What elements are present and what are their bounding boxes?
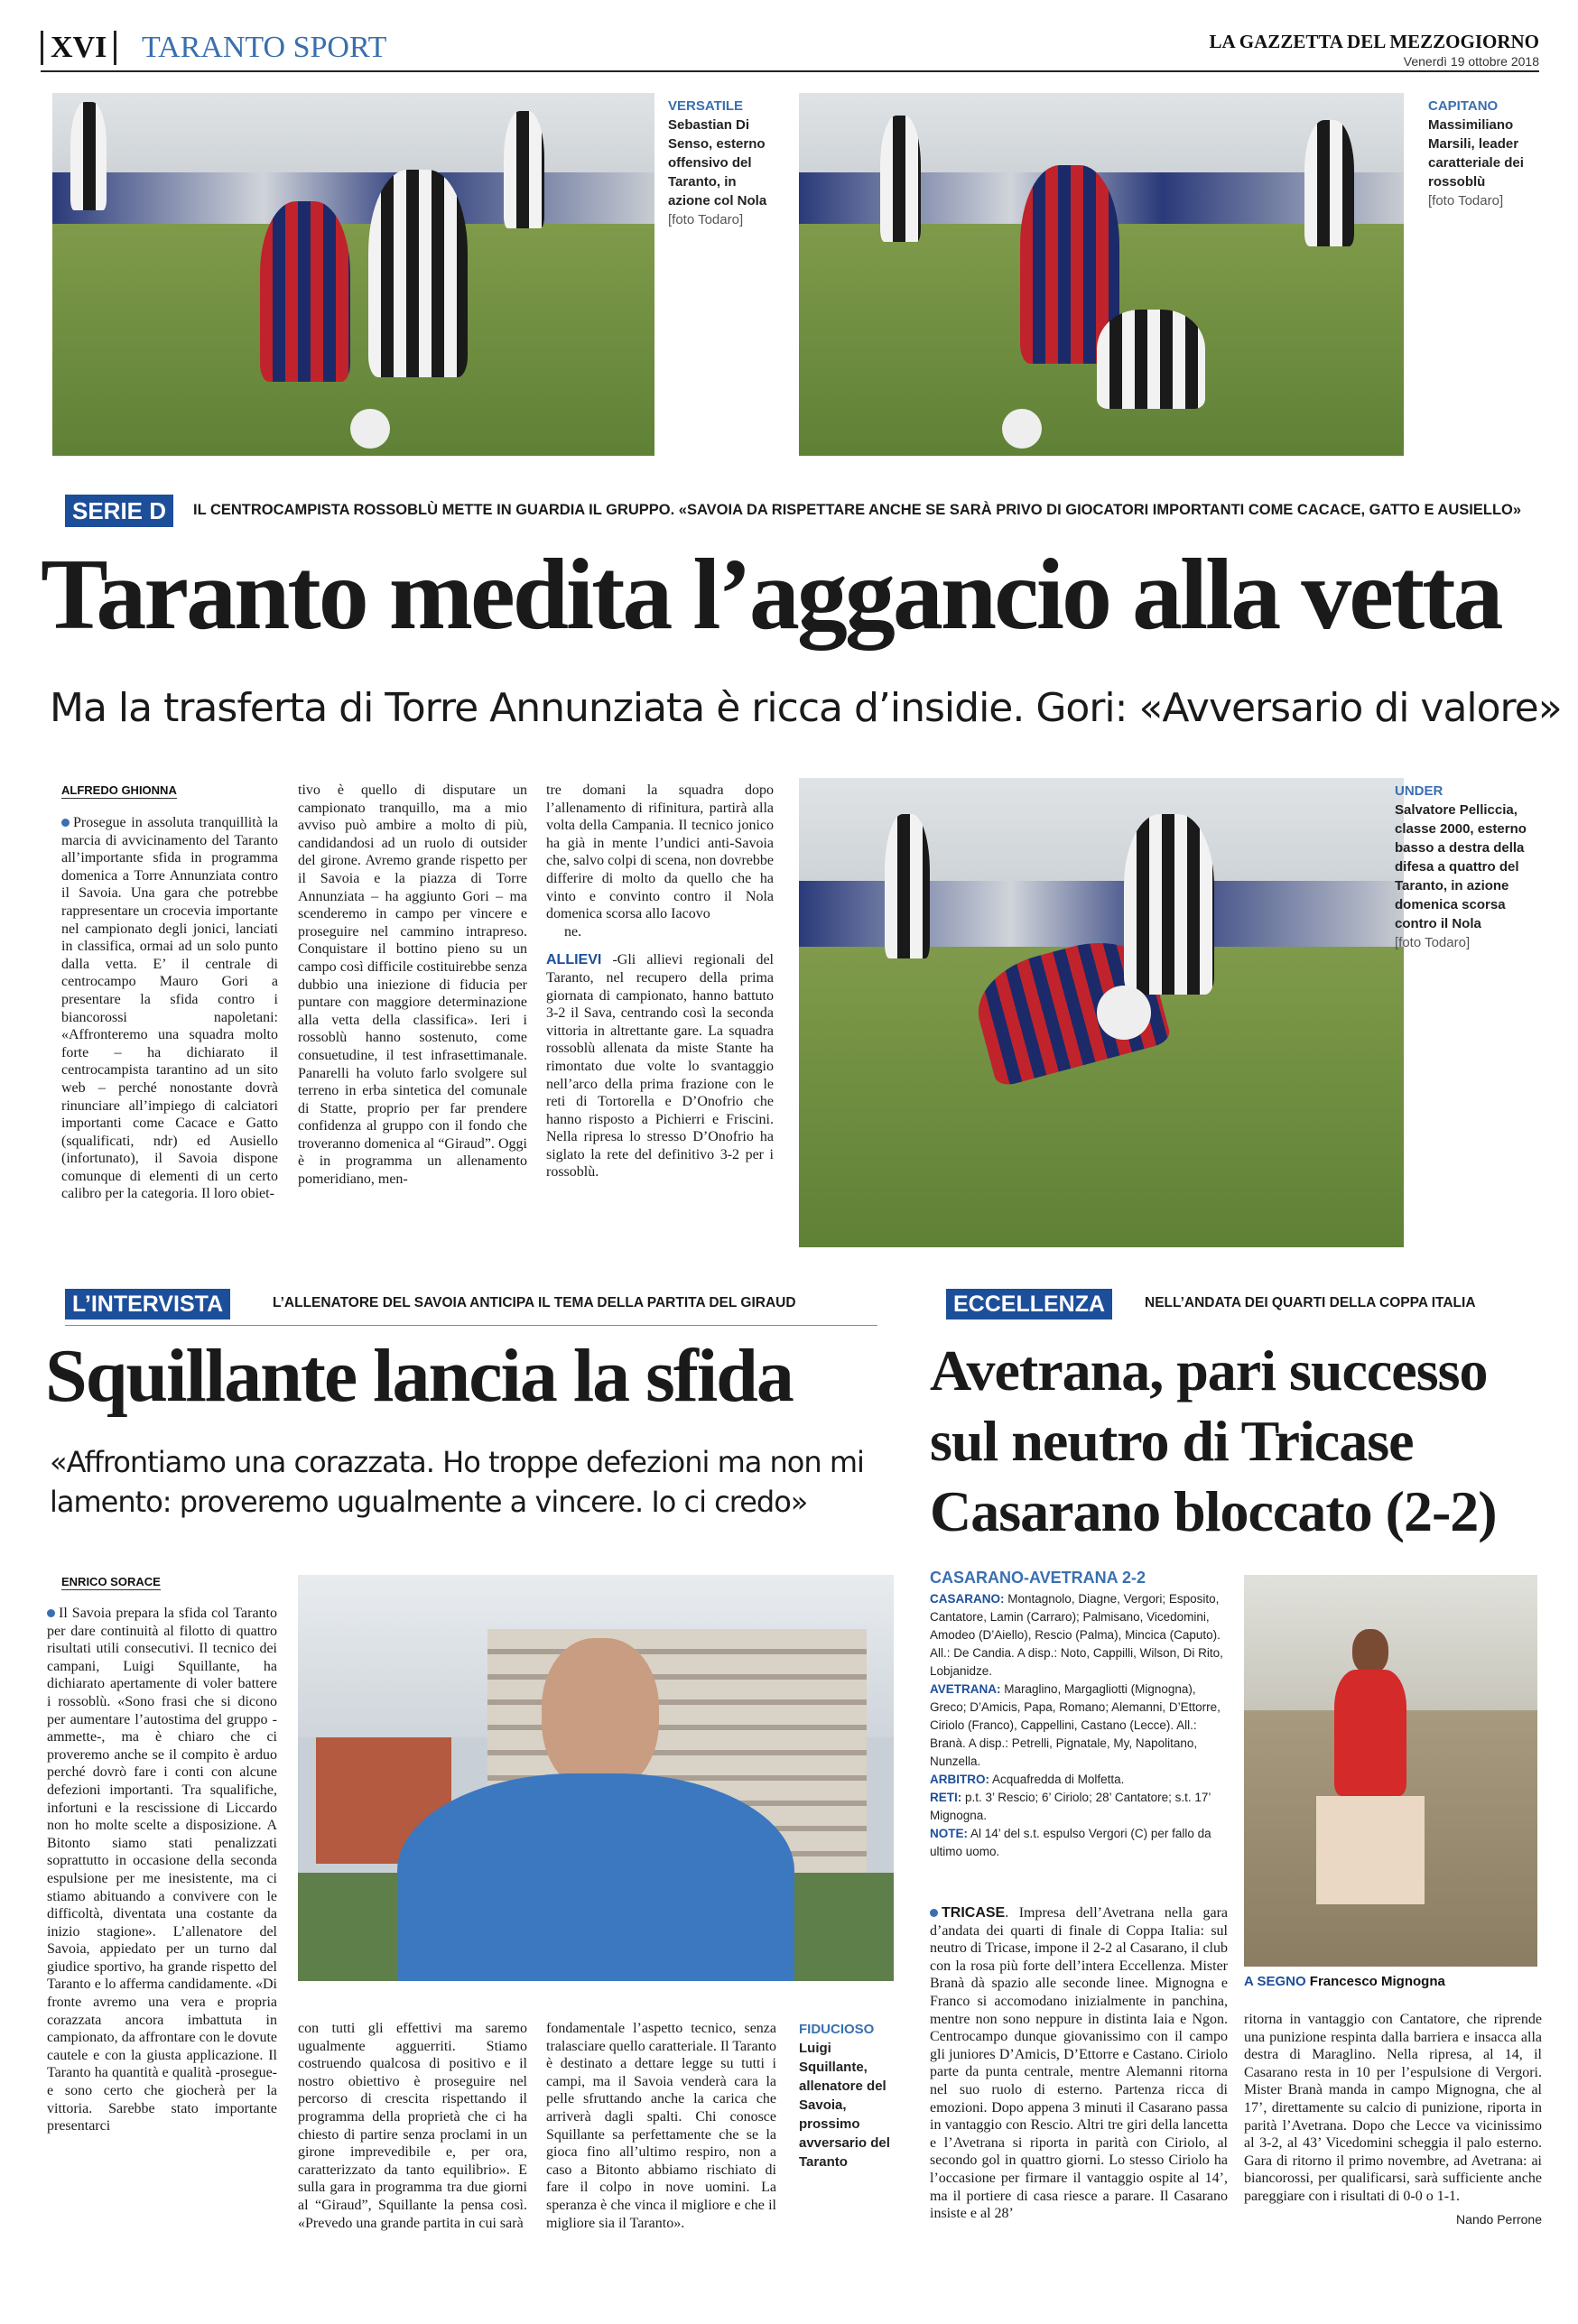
box-label: RETI:	[930, 1791, 962, 1804]
bullet-icon	[47, 1609, 55, 1617]
section-tag: ECCELLENZA	[946, 1289, 1112, 1319]
box-label: ARBITRO:	[930, 1773, 989, 1786]
photo-credit: [foto Todaro]	[1428, 193, 1504, 208]
article-col-1	[47, 1605, 277, 2135]
box-text: Maraglino, Margagliotti (Mignogna), Greco; D’Amicis, Papa, Romano; Alemanni, D’Ettorre, Ciriolo (Franco), Cappellini, Castano (Lecce). All.: Branà. A disp.: Petrelli, Pignatale, My, Napolitano, Nunzella.	[930, 1682, 1221, 1768]
box-entry	[930, 1590, 1228, 1681]
section-tag: L’INTERVISTA	[65, 1289, 230, 1319]
box-text: p.t. 3’ Rescio; 6’ Ciriolo; 28’ Cantatore; s.t. 17’ Mignogna.	[930, 1791, 1211, 1822]
newspaper-name: LA GAZZETTA DEL MEZZOGIORNO	[1209, 31, 1539, 52]
eccellenza-header	[946, 1289, 1542, 1325]
box-entry	[930, 1771, 1228, 1789]
headline-line: sul neutro di Tricase	[930, 1409, 1414, 1473]
box-text: Montagnolo, Diagne, Vergori; Esposito, Cantatore, Lamin (Carraro); Palmisano, Vicedomini, Amodeo (D’Aiello), Rescio (Palma), Mincica (Caputo). All.: De Candia. A disp.: Noto, Cappilli, Wilson, Di Rito, Lobjanidze.	[930, 1592, 1223, 1678]
match-box	[930, 1569, 1228, 1861]
body-text: -Gli allievi regionali del Taranto, nel recupero della prima giornata di campionato, hanno battuto 3-2 il Sava, centrando così la seconda vittoria in altrettante gare. La squadra rossoblù allenata da miste Stante ha rimontato due volte lo svantaggio nell’arco della prima frazione con le reti di Tortorella e D’Onofrio che hanno risposto a Pichierri e Friscini. Nella ripresa lo stresso D’Onofrio ha siglato la rete del definitivo 3-2 per i rossoblù.	[546, 952, 775, 1181]
page-number: XVI	[41, 31, 116, 65]
caption-kicker: CAPITANO	[1428, 98, 1499, 114]
article-kicker: NELL’ANDATA DEI QUARTI DELLA COPPA ITALIA	[1145, 1295, 1476, 1310]
box-entry	[930, 1789, 1228, 1825]
caption-text: Massimiliano Marsili, leader caratteriale dei rossoblù	[1428, 117, 1524, 190]
subheadline: «Affrontiamo una corazzata. Ho troppe defezioni ma non mi lamento: proveremo ugualmente a vincere. Io ci credo»	[50, 1445, 864, 1519]
caption-a-segno	[1244, 1974, 1542, 1989]
article-kicker: L’ALLENATORE DEL SAVOIA ANTICIPA IL TEMA DELLA PARTITA DEL GIRAUD	[273, 1295, 796, 1310]
body-text: tre domani la squadra dopo l’allenamento di rifinitura, partirà alla volta della Campania. Il tecnico jonico ha già in mente l’undici anti-Savoia che, salvo colpi di scena, non dovrebbe differire di molto da quello che ha vinto e convinto contro il Nola domenica scorsa allo Iacovo	[546, 782, 774, 922]
article-col-1	[61, 814, 278, 1203]
photo-marsili	[799, 93, 1404, 456]
headline: Taranto medita l’aggancio alla vetta	[41, 539, 1501, 651]
interview-header	[65, 1289, 877, 1326]
headline-line: Avetrana, pari successo	[930, 1338, 1488, 1403]
box-entry	[930, 1825, 1228, 1861]
body-text: tivo è quello di disputare un campionato tranquillo, ma a mio avviso può ambire a molto di più, candidandosi ad un ruolo di outsider del girone. Avremo grande rispetto per il Savoia e la piazza di Torre Annunziata – ha aggiunto Gori – ma scenderemo in campo per vincere e proseguire nel cammino intrapreso. Conquistare il bottino pieno su un campo così difficile costituirebbe senza dubbio una iniezione di fiducia per puntare con maggiore determinazione alla vetta della classifica». Ieri i rossoblù hanno sostenuto, come consuetudine, il test infrasettimanale. Panarelli ha voluto farlo svolgere sul terreno in erba sintetica del comunale di Statte, proprio per far prendere confidenza al gruppo con il fondo che troveranno domenica al “Giraud”. Oggi è in programma un allenamento pomeridiano, men-	[298, 782, 527, 1188]
masthead	[41, 27, 1539, 72]
allievi-label: ALLIEVI	[546, 952, 602, 968]
caption-kicker: VERSATILE	[668, 98, 744, 114]
signature: Nando Perrone	[1456, 2211, 1542, 2227]
caption-text: Sebastian Di Senso, esterno offensivo del Taranto, in azione col Nola	[668, 117, 767, 208]
box-label: CASARANO:	[930, 1592, 1005, 1606]
caption-kicker: A SEGNO	[1244, 1974, 1306, 1989]
caption-text: Salvatore Pelliccia, classe 2000, esterno basso a destra della difesa a quattro del Taranto, in azione domenica scorsa contro il Nola	[1395, 802, 1527, 931]
body-text: con tutti gli effettivi ma saremo ugualmente agguerriti. Stiamo costruendo qualcosa di positivo e il nostro obiettivo è proseguire nel percorso di crescita rispettando il programma della proprietà che ci ha chiesto di partire senza proclami in un girone imprevedibile e, per ora, caratterizzato da tanto equilibrio». E sulla gara in programma tra due giorni al “Giraud”, Squillante la pensa così. «Prevedo una grande partita in cui sarà	[298, 2021, 527, 2231]
photo-pelliccia	[799, 778, 1404, 1247]
headline-line: Casarano bloccato (2-2)	[930, 1479, 1497, 1543]
caption-kicker: FIDUCIOSO	[799, 2022, 875, 2037]
main-article-header	[65, 495, 1555, 531]
subheadline: Ma la trasferta di Torre Annunziata è ricca d’insidie. Gori: «Avversario di valore»	[50, 685, 1562, 731]
photo-mignogna	[1244, 1575, 1537, 1967]
caption-kicker: UNDER	[1395, 783, 1443, 799]
caption-capitano	[1428, 97, 1536, 210]
headline: Squillante lancia la sfida	[45, 1334, 793, 1418]
article-kicker: IL CENTROCAMPISTA ROSSOBLÙ METTE IN GUARDIA IL GRUPPO. «SAVOIA DA RISPETTARE ANCHE SE SARÀ PRIVO DI GIOCATORI IMPORTANTI COME CACACE, GATTO E AUSIELLO»	[193, 502, 1522, 518]
body-text: Il Savoia prepara la sfida col Taranto per dare continuità al filotto di quattro risultati utili consecutivi. Il tecnico dei campani, Luigi Squillante, ha dichiarato apertamente di voler battere i rossoblù. «Sono frasi che si dicono per aumentare l’autostima del gruppo -ammette-, ma è chiaro che ci proveremo anche se il compito è arduo perché dovrò fare i conti con alcune defezioni importanti. Tra squalifiche, infortuni e la rescissione di Liccardo non ho molte scelte a disposizione. A Bitonto siamo stati penalizzati soprattutto in occasione della seconda espulsione per me inesistente, ma ci stiamo abituando a convivere con le difficoltà, diventata una costante da inizio stagione». L’allenatore del Savoia, appiedato per un turno dal giudice sportivo, ha grande rispetto del Taranto e lo afferma candidamente. «Di fronte avremo una vera e propria corazzata ancora imbattuta in campionato, da affrontare con le dovute cautele e con la giusta applicazione. Il Taranto ha quantità e qualità -prosegue- e sono certo che giocherà per la vittoria. Sarebbe stato importante presentarci	[47, 1606, 277, 2134]
body-text: Prosegue in assoluta tranquillità la marcia di avvicinamento del Taranto all’importante sfida in programma domenica a Torre Annunziata contro il Savoia. Una gara che potrebbe rappresentare un crocevia importante nel campionato degli jonici, lanciati in classifica, ormai ad un solo punto dalla vetta. E’ il centrale di centrocampo Mauro Gori a presentare la sfida contro i biancorossi napoletani: «Affronteremo una squadra molto forte – ha dichiarato il centrocampista tarantino ad un sito web – perché nonostante dovrà rinunciare all’impiego di calciatori importanti come Cacace e Gatto (squalificati, ndr) ed Ausiello (infortunato), il Savoia dispone comunque di elementi di un certo calibro per la categoria. Il loro obiet-	[61, 815, 278, 1202]
byline: ENRICO SORACE	[61, 1575, 161, 1588]
caption-under	[1395, 782, 1544, 952]
photo-squillante	[298, 1575, 894, 1981]
article-col-1	[930, 1904, 1228, 2223]
section-title: TARANTO SPORT	[142, 31, 387, 64]
box-entry	[930, 1681, 1228, 1771]
body-text: fondamentale l’aspetto tecnico, senza tralasciare quello caratteriale. Il Taranto è destinato a dettare legge su tutti i campi, ma il Savoia venderà cara la pelle sfruttando anche la carica che arriverà dagli spalti. Chi conosce Squillante sa perfettamente che se la gioca fino all’ultimo respiro, non a caso a Bitonto abbiamo rischiato di fare il colpo in nove uomini. La speranza è che vinca il migliore e che il migliore sia il Taranto».	[546, 2021, 776, 2231]
headline	[930, 1336, 1553, 1547]
article-col-2	[1244, 2011, 1542, 2228]
photo-credit: [foto Todaro]	[1395, 935, 1471, 950]
tricase-label: TRICASE	[942, 1905, 1006, 1921]
issue-date: Venerdì 19 ottobre 2018	[1403, 54, 1539, 69]
byline: ALFREDO GHIONNA	[61, 783, 177, 797]
box-text: Al 14’ del s.t. espulso Vergori (C) per fallo da ultimo uomo.	[930, 1827, 1211, 1858]
caption-versatile	[668, 97, 775, 229]
article-col-2	[298, 2020, 527, 2232]
caption-text: Luigi Squillante, allenatore del Savoia, prossimo avversario del Taranto	[799, 2041, 890, 2170]
box-label: NOTE:	[930, 1827, 968, 1840]
match-box-title: CASARANO-AVETRANA 2-2	[930, 1569, 1146, 1587]
caption-text: Francesco Mignogna	[1309, 1974, 1445, 1989]
section-tag: SERIE D	[65, 495, 173, 527]
photo-di-senso	[52, 93, 654, 456]
caption-fiducioso	[799, 2020, 903, 2171]
body-text: ne.	[564, 923, 582, 940]
body-text: ritorna in vantaggio con Cantatore, che riprende una punizione respinta dalla barriera e insacca alla destra di Maraglino. Nella ripresa, al 14, il Casarano resta in 10 per l’espulsione di Vergori. Mister Branà manda in campo Mignogna, che al 17’, direttamente su calcio di punizione, riporta in parità l’Avetrana. Dopo che Lecce va vicinissimo al 3-2, al 43’ Vicedomini scheggia il palo esterno. Gara di ritorno il primo novembre, ad Avetrana: ai biancorossi, per qualificarsi, sarà sufficiente anche pareggiare con i risultati di 0-0 o 1-1.	[1244, 2012, 1542, 2204]
body-text: . Impresa dell’Avetrana nella gara d’andata dei quarti di finale di Coppa Italia: sul neutro di Tricase, impone il 2-2 al Casarano, il club con la rosa più forte dell’intera Eccellenza. Mister Branà dà spazio alle seconde linee. Mignogna e Franco si accomodano inizialmente in panchina, mentre non sono neppure in distinta Iaia e Ngon. Centrocampo dunque giovanissimo con il campo gli juniores D’Amicis, D’Ettorre e Castano. Ciriolo parte da punta centrale, mentre Alemanni ritorna nel suo ruolo di esterno. Partenza ricca di emozioni. Dopo appena 3 minuti il Casarano passa in vantaggio con Rescio. Altri tre giri della lancetta e l’Avetrana si riporta in parità con Ciriolo, al secondo gol in quattro giorni. Lo stesso Ciriolo ha l’occasione per firmare il vantaggio ospite al 14’, ma il portiere di casa riesce a parare. Il Casarano insiste e al 28’	[930, 1905, 1228, 2222]
box-label: AVETRANA:	[930, 1682, 1001, 1696]
article-col-3	[546, 2020, 776, 2232]
bullet-icon	[930, 1909, 938, 1917]
photo-credit: [foto Todaro]	[668, 212, 744, 227]
box-text: Acquafredda di Molfetta.	[992, 1773, 1125, 1786]
article-col-2	[298, 782, 527, 1189]
article-col-3	[546, 782, 774, 1181]
bullet-icon	[61, 819, 70, 827]
